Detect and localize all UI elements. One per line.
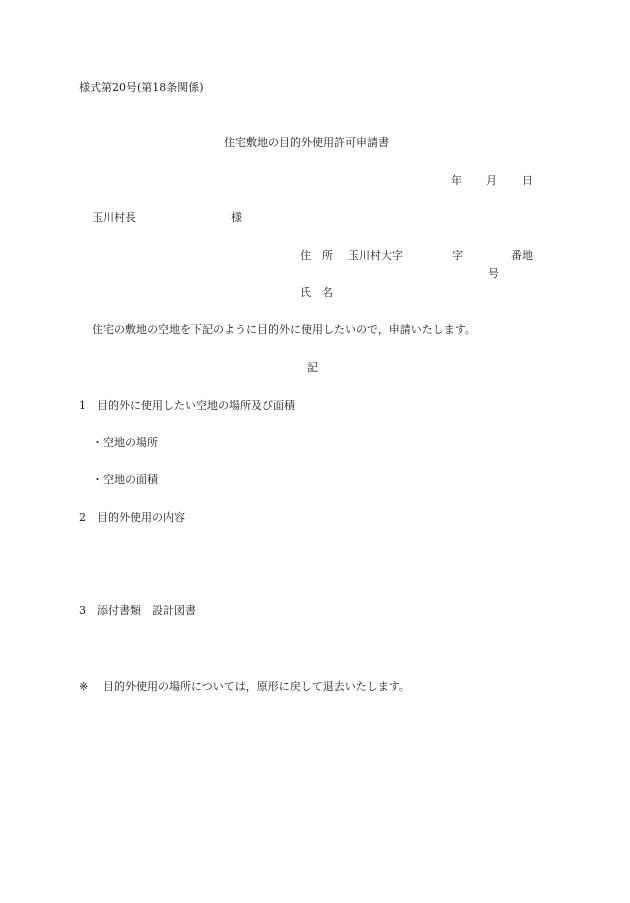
body-text: 住宅の敷地の空地を下記のように目的外に使用したいので，申請いたします。 — [92, 323, 476, 336]
item-3-text: 添付書類 設計図書 — [97, 604, 196, 617]
address-label: 住 所 — [300, 249, 333, 262]
ki-heading: 記 — [307, 361, 318, 374]
sub-item-area: ・空地の面積 — [92, 473, 158, 486]
item-2-number: 2 — [79, 511, 86, 524]
note-text: 目的外使用の場所については，原形に戻して退去いたします。 — [103, 680, 410, 693]
go-label: 号 — [488, 267, 499, 280]
date-day-label: 日 — [522, 174, 533, 187]
note-mark: ※ — [79, 680, 89, 693]
date-year-label: 年 — [451, 174, 462, 187]
address-value: 玉川村大字 — [348, 249, 403, 262]
aza-label: 字 — [452, 249, 463, 262]
addressee-honorific: 様 — [231, 211, 242, 224]
date-month-label: 月 — [486, 174, 497, 187]
document-title: 住宅敷地の目的外使用許可申請書 — [224, 136, 389, 149]
item-2-text: 目的外使用の内容 — [97, 511, 185, 524]
addressee-name: 玉川村長 — [92, 211, 136, 224]
item-1-text: 目的外に使用したい空地の場所及び面積 — [97, 399, 295, 412]
form-number: 様式第20号(第18条関係) — [79, 81, 204, 94]
item-1-number: 1 — [79, 399, 86, 412]
sub-item-location: ・空地の場所 — [92, 436, 158, 449]
name-label: 氏 名 — [300, 286, 333, 299]
item-3-number: 3 — [79, 604, 86, 617]
banchi-label: 番地 — [511, 249, 533, 262]
